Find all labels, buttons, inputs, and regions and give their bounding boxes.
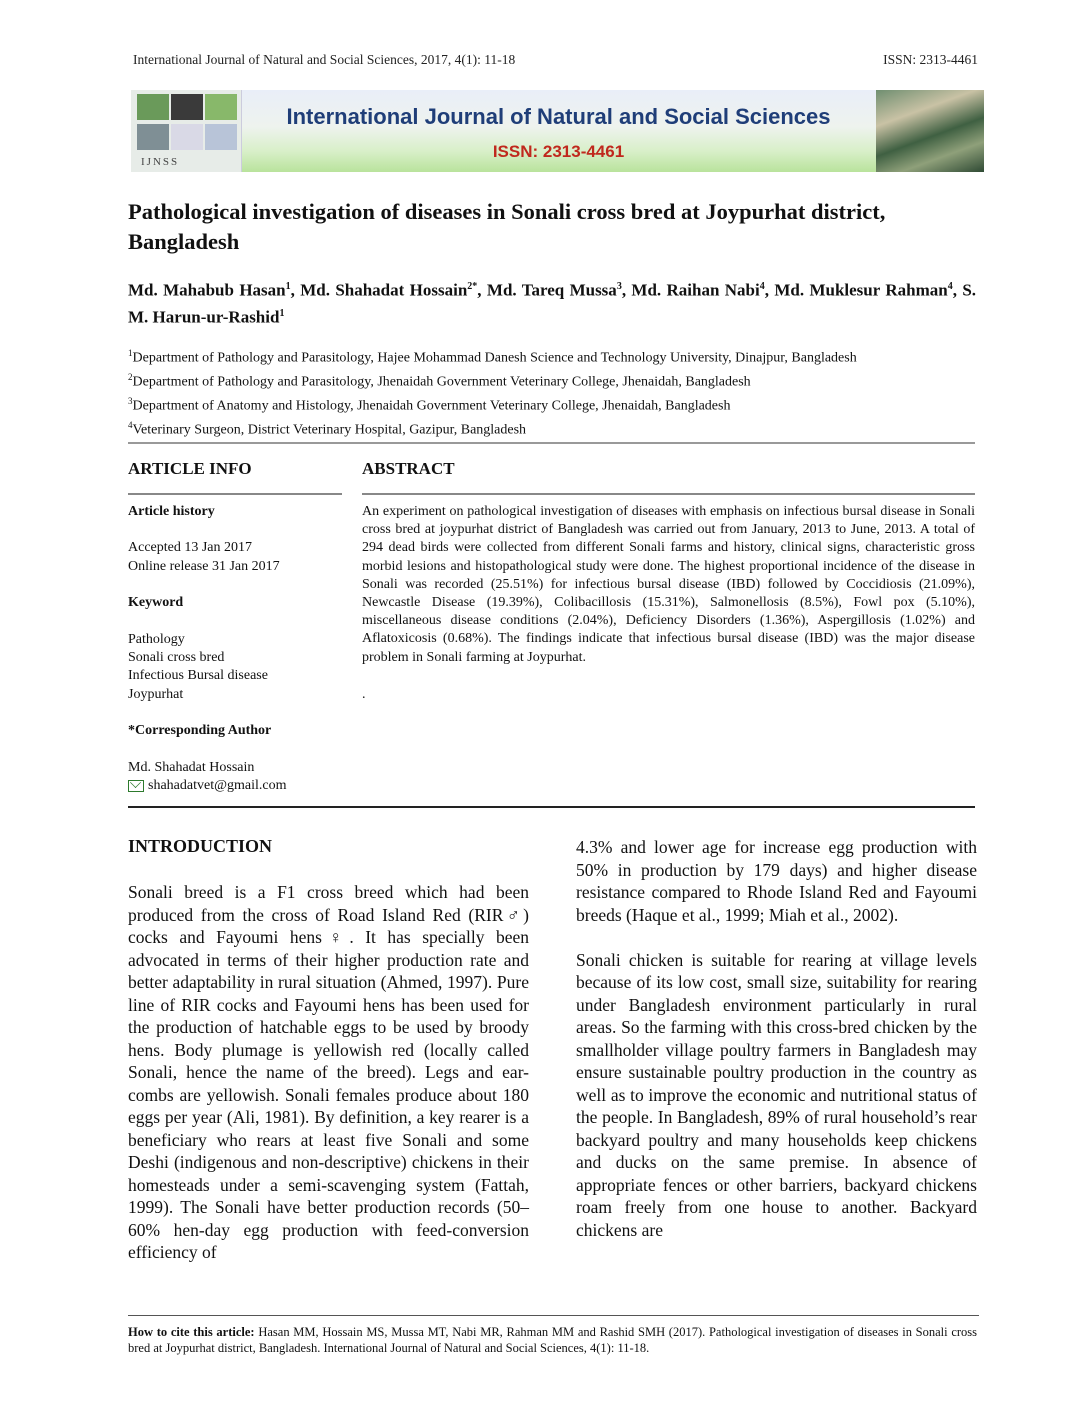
how-to-cite xyxy=(128,1324,977,1356)
author-affil-mark: 4 xyxy=(759,281,765,292)
online-release-date: Online release 31 Jan 2017 xyxy=(128,558,280,574)
affiliation-item xyxy=(128,368,988,392)
body-column-left xyxy=(128,881,529,1264)
affiliation-mark: 2 xyxy=(128,372,133,383)
author-email[interactable]: shahadatvet@gmail.com xyxy=(148,778,287,794)
paragraph: 4.3% and lower age for increase egg production with 50% in production by 179 days) and higher disease resistance compared to Rhode Island Red and Fayoumi breeds (Haque et al., 1999; Miah et al., 2002). xyxy=(576,837,977,925)
abstract-heading: ABSTRACT xyxy=(362,459,455,478)
email-line xyxy=(128,777,348,795)
animal-thumbnail xyxy=(171,94,203,120)
graph-thumbnail xyxy=(171,124,203,150)
affiliation-item xyxy=(128,344,988,368)
author-affil-mark: 3 xyxy=(616,281,622,292)
envelope-icon xyxy=(128,780,144,792)
author-name: Md. Raihan Nabi xyxy=(631,280,760,300)
article-info-heading: ARTICLE INFO xyxy=(128,459,252,478)
author-name: Md. Shahadat Hossain xyxy=(300,280,468,300)
affiliation-text: Department of Pathology and Parasitology, Jhenaidah Government Veterinary College, Jhenaidah, Bangladesh xyxy=(132,374,751,390)
affiliation-text: Veterinary Surgeon, District Veterinary Hospital, Gazipur, Bangladesh xyxy=(132,423,527,439)
accepted-date: Accepted 13 Jan 2017 xyxy=(128,540,253,556)
introduction-heading: INTRODUCTION xyxy=(128,836,273,856)
footer-rule xyxy=(128,1315,979,1316)
author-name: Md. Tareq Mussa xyxy=(486,280,617,300)
corresponding-author-label: *Corresponding Author xyxy=(128,723,272,739)
banner-issn: ISSN: 2313-4461 xyxy=(492,142,625,161)
affiliation-mark: 3 xyxy=(128,396,133,407)
author-affil-mark: 4 xyxy=(947,281,953,292)
paragraph: Sonali breed is a F1 cross breed which had been produced from the cross of Road Island Red (RIR♂) cocks and Fayoumi hens♀. It has specially been advocated in terms of their higher production rate and better adaptability in rural situation (Ahmed, 1997). Pure line of RIR cocks and Fayoumi hens has been used for the production of hatchable eggs to be used by broody hens. Body plumage is yellowish red (locally called Sonali, hence the name of the breed). Legs and ear-combs are yellowish. Sonali females produce about 180 eggs per year (Ali, 1981). By definition, a key rearer is a beneficiary who rears at least five Sonali and some Deshi (indigenous and non-descriptive) chickens in their homesteads under a semi-scavenging system (Fattah, 1999). The Sonali have better production records (50–60% hen-day egg production with feed-conversion efficiency of xyxy=(128,882,529,1262)
cite-label: How to cite this article: xyxy=(128,1325,255,1339)
keyword-item: Sonali cross bred xyxy=(128,650,225,666)
keyword-item: Infectious Bursal disease xyxy=(128,668,268,684)
keyword-item: Joypurhat xyxy=(128,686,184,702)
affiliation-mark: 1 xyxy=(128,348,133,358)
affiliation-item xyxy=(128,416,988,440)
author-list: Md. Mahabub Hasan$^1$, Md. Shahadat Hossain$^{2*}$, Md. Tareq Mussa$^3$, Md. Raihan Nabi$^4$, Md. Muklesur Rahman$^4$, S. M. Harun-ur-Rashid$^1$ xyxy=(128,280,977,327)
abstract-rule xyxy=(362,493,975,495)
keyword-label: Keyword xyxy=(128,595,184,611)
author-affil-mark: 1 xyxy=(285,281,291,292)
abstract-text: An experiment on pathological investigation of diseases with emphasis on infectious bursal disease in Sonali cross bred at joypurhat district of Bangladesh was carried out from January, 2013 to June, 2013. A total of 294 dead birds were collected from different Sonali farms and history, clinical signs, characteristic gross morbid lesions and histopathological study were done. The highest proportional incidence of the disease in Sonali was recorded (25.51%) for infectious bursal disease (IBD) followed by Coccidiosis (21.09%), Newcastle Disease (19.39%), Colibacillosis (15.31%), Salmonellosis (8.5%), Fowl pox (5.10%), miscellaneous disease conditions (2.04%), Deficiency Disorders (1.36%), Aspergillosis (1.02%) and Aflatoxicosis (0.68%). The findings indicate that infectious bursal disease (IBD) was the major disease problem in Sonali farming at Joypurhat. xyxy=(362,504,975,665)
banner-logo-text: IJNSS xyxy=(141,156,180,168)
plant-thumbnail xyxy=(137,94,169,120)
author-name: Md. Mahabub Hasan xyxy=(128,280,286,300)
front-matter-divider xyxy=(128,806,975,808)
author-name: S. M. Harun-ur-Rashid xyxy=(128,280,977,327)
cite-text: Hasan MM, Hossain MS, Mussa MT, Nabi MR, Rahman MM and Rashid SMH (2017). Pathological investigation of diseases in Sonali cross bred at Joypurhat district, Bangladesh. International Journal of Natural and Social Sciences, 4(1): 11-18. xyxy=(128,1325,978,1355)
article-history-label: Article history xyxy=(128,504,215,519)
banner-journal-title: International Journal of Natural and Social Sciences xyxy=(286,104,831,129)
affiliation-text: Department of Pathology and Parasitology, Hajee Mohammad Danesh Science and Technology University, Dinajpur, Bangladesh xyxy=(132,350,857,366)
body-column-right xyxy=(576,836,977,1241)
keyword-item: Pathology xyxy=(128,631,185,647)
article-info-panel xyxy=(128,503,348,795)
banner-bird-photo xyxy=(876,90,984,172)
journal-banner xyxy=(131,90,984,172)
corresponding-author-name: Md. Shahadat Hossain xyxy=(128,759,255,775)
affiliation-text: Department of Anatomy and Histology, Jhenaidah Government Veterinary College, Jhenaidah, Bangladesh xyxy=(132,398,731,414)
article-title: Pathological investigation of diseases in Sonali cross bred at Joypurhat district, Bangladesh xyxy=(128,199,886,254)
abstract-trailing-mark: . xyxy=(362,687,366,702)
author-name: Md. Muklesur Rahman xyxy=(774,280,948,300)
people-thumbnail xyxy=(205,124,237,150)
affiliation-list xyxy=(128,344,988,441)
article-info-rule xyxy=(128,493,342,495)
running-header-issn: ISSN: 2313-4461 xyxy=(883,52,978,67)
affiliation-item xyxy=(128,392,988,416)
affiliation-mark: 4 xyxy=(128,420,133,431)
leaf-thumbnail xyxy=(205,94,237,120)
paragraph: Sonali chicken is suitable for rearing at village levels because of its low cost, small size, suitability for rearing under Bangladesh environment particularly in rural areas. So the farming with this cross-bred chicken by the smallholder village poultry farmers in Bangladesh may ensure sustainable poultry production in the country as well as to improve the economic and nutritional status of the people. In Bangladesh, 89% of rural household’s rear backyard poultry and many households keep chickens and ducks on the same premise. In absence of appropriate fences or other barriers, backyard chickens roam freely from one house to another. Backyard chickens are xyxy=(576,949,977,1240)
author-affil-mark: 2* xyxy=(467,281,478,292)
running-header-left: International Journal of Natural and Social Sciences, 2017, 4(1): 11-18 xyxy=(133,52,516,67)
banner-logo-collage xyxy=(131,90,242,172)
author-affil-mark: 1 xyxy=(279,307,285,319)
fish-thumbnail xyxy=(137,124,169,150)
section-divider xyxy=(128,442,975,444)
